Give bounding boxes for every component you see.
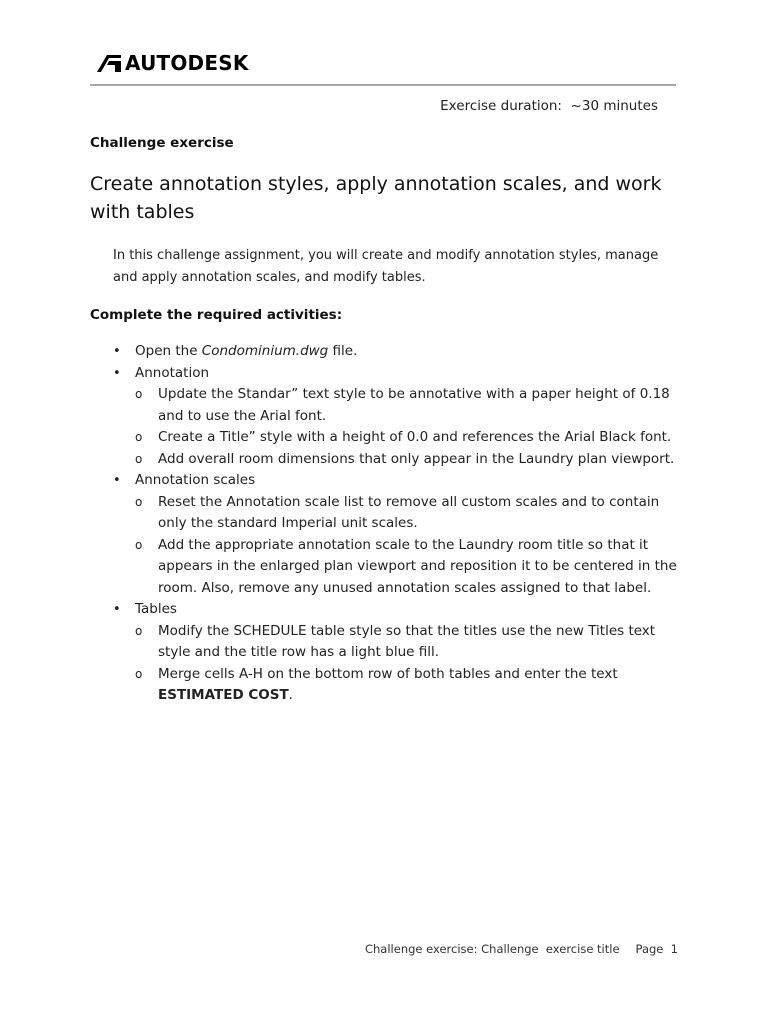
estimated-cost-text: ESTIMATED COST [158, 687, 289, 703]
sub-list-text-end: . [288, 687, 293, 703]
sub-list-item [113, 449, 683, 471]
bullet: • [113, 473, 121, 488]
list-item-label: Annotation [135, 364, 210, 381]
header-divider [90, 84, 676, 86]
sub-list-item [113, 664, 683, 707]
sub-bullet: o [135, 430, 143, 444]
sub-list-text: Add overall room dimensions that only appear in the Laundry plan viewport. [158, 450, 675, 467]
sub-list-item [113, 535, 683, 600]
required-activities-heading: Complete the required activities: [90, 307, 343, 323]
sub-list-item [113, 384, 683, 427]
list-item-annotation [113, 363, 683, 385]
sub-list-text: Modify the SCHEDULE table style so that the titles use the new Titles text style and the title row has a light blue fill. [158, 622, 656, 660]
page-footer [365, 942, 678, 956]
sub-bullet: o [135, 537, 143, 552]
list-item-label: Annotation scales [135, 472, 256, 488]
list-item-label: Tables [135, 601, 177, 617]
exercise-duration: Exercise duration: ~30 minutes [440, 98, 658, 114]
sub-list-item [113, 621, 683, 664]
autodesk-logo [97, 52, 249, 74]
sub-list-text: Create a Title” style with a height of 0.0 and references the Arial Black font. [158, 429, 672, 445]
sub-bullet: o [135, 666, 143, 681]
sub-list-text: Update the Standar” text style to be annotative with a paper height of 0.18 and to use the Arial font. [158, 386, 670, 424]
autodesk-logo-icon [97, 55, 121, 72]
section-kicker: Challenge exercise [90, 135, 234, 151]
list-item-open-file [113, 341, 683, 363]
sub-bullet: o [135, 451, 143, 466]
sub-bullet: o [135, 387, 143, 401]
list-item-tables [113, 599, 683, 621]
sub-bullet: o [135, 623, 143, 638]
list-item-annotation-scales [113, 470, 683, 492]
sub-list-item [113, 427, 683, 449]
sub-list-text: Merge cells A-H on the bottom row of both tables and enter the text [158, 665, 618, 682]
page-number: Page 1 [635, 942, 678, 956]
sub-bullet: o [135, 494, 143, 509]
activities-list [113, 341, 683, 707]
page-title: Create annotation styles, apply annotation scales, and work with tables [90, 173, 662, 223]
intro-paragraph: In this challenge assignment, you will create and modify annotation styles, manage and apply annotation scales, and modify tables. [113, 248, 659, 285]
file-name: Condominium.dwg [201, 343, 329, 359]
logo-wordmark: AUTODESK [125, 51, 249, 75]
bullet: • [113, 365, 121, 381]
bullet: • [113, 602, 121, 617]
bullet: • [113, 344, 121, 359]
sub-list-text: Add the appropriate annotation scale to the Laundry room title so that it appears in the enlarged plan viewport and reposition it to be centered in the room. Also, remove any unused annotation scales assigned to that label. [158, 536, 677, 596]
sub-list-text: Reset the Annotation scale list to remove all custom scales and to contain only the standard Imperial unit scales. [158, 493, 660, 531]
open-file-before: Open the [135, 343, 202, 359]
footer-title: Challenge exercise: Challenge exercise title [364, 942, 620, 956]
sub-list-item [113, 492, 683, 535]
open-file-after: file. [328, 343, 358, 359]
